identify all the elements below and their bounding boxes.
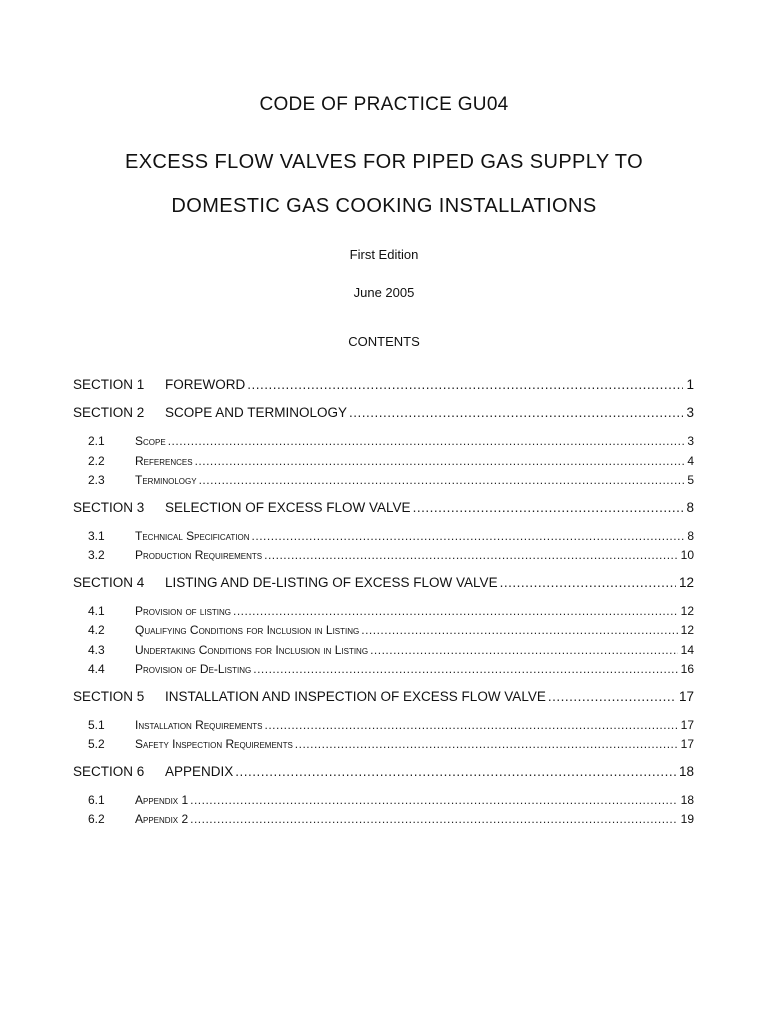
toc-subsection-row[interactable] — [73, 718, 694, 738]
toc-subsection-title: Qualifying Conditions for Inclusion in Listing — [135, 623, 360, 637]
toc-dot-leader — [349, 405, 683, 420]
toc-section-row[interactable] — [73, 377, 694, 398]
toc-page-number: 18 — [678, 763, 694, 779]
toc-dot-leader — [413, 500, 684, 515]
toc-subsection-title: Safety Inspection Requirements — [135, 737, 293, 751]
toc-section-title: SCOPE AND TERMINOLOGY — [165, 405, 348, 420]
toc-subsection-row[interactable] — [73, 434, 694, 454]
toc-section-title: LISTING AND DE-LISTING OF EXCESS FLOW VALVE — [165, 574, 498, 590]
toc-section-number: SECTION 1 — [73, 377, 145, 392]
toc-subsection-row[interactable] — [73, 454, 694, 474]
toc-section-title: INSTALLATION AND INSPECTION OF EXCESS FLOW VALVE — [165, 688, 546, 704]
toc-section-title: SELECTION OF EXCESS FLOW VALVE — [165, 499, 411, 515]
toc-dot-leader — [195, 454, 685, 468]
document-title-line-2: DOMESTIC GAS COOKING INSTALLATIONS — [171, 195, 597, 217]
toc-page-number: 12 — [678, 574, 694, 590]
edition-label: First Edition — [349, 247, 419, 262]
toc-subsection-row[interactable] — [73, 604, 694, 624]
toc-section-number: SECTION 3 — [73, 499, 145, 515]
toc-page-number: 16 — [680, 662, 694, 676]
toc-section-number: SECTION 2 — [73, 405, 145, 420]
toc-dot-leader — [190, 793, 678, 807]
toc-dot-leader — [233, 604, 678, 618]
toc-page-number: 1 — [686, 377, 694, 392]
toc-subsection-row[interactable] — [73, 812, 694, 832]
toc-subsection-number: 4.3 — [88, 642, 105, 657]
toc-subsection-row[interactable] — [73, 737, 694, 757]
toc-subsection-title: Scope — [135, 434, 166, 448]
toc-page-number: 17 — [680, 717, 694, 732]
toc-section-title: FOREWORD — [165, 377, 246, 392]
toc-subsection-title: References — [135, 453, 193, 468]
toc-subsection-row[interactable] — [73, 662, 694, 682]
toc-subsection-number: 3.2 — [88, 548, 105, 562]
toc-subsection-title: Provision of De-Listing — [135, 662, 252, 676]
toc-section-number: SECTION 6 — [73, 763, 145, 779]
toc-subsection-number: 6.2 — [88, 812, 105, 826]
contents-heading: CONTENTS — [348, 334, 420, 349]
toc-section-row[interactable] — [73, 405, 694, 426]
toc-page-number: 12 — [680, 623, 694, 637]
toc-subsection-title: Appendix 2 — [135, 812, 189, 826]
toc-subsection-title: Terminology — [135, 473, 197, 487]
toc-dot-leader — [548, 689, 676, 704]
toc-dot-leader — [361, 623, 677, 637]
toc-subsection-title: Provision of listing — [135, 603, 232, 618]
toc-dot-leader — [199, 473, 685, 487]
toc-subsection-row[interactable] — [73, 529, 694, 549]
toc-dot-leader — [235, 764, 676, 779]
toc-subsection-number: 4.1 — [88, 603, 105, 618]
toc-dot-leader — [265, 718, 678, 732]
toc-section-number: SECTION 5 — [73, 688, 145, 704]
toc-subsection-title: Installation Requirements — [135, 717, 263, 732]
toc-page-number: 17 — [678, 688, 694, 704]
toc-subsection-number: 4.4 — [88, 662, 105, 676]
toc-section-number: SECTION 4 — [73, 574, 145, 590]
toc-section-row[interactable] — [73, 689, 694, 710]
toc-subsection-title: Technical Specification — [135, 528, 250, 543]
toc-page-number: 12 — [680, 603, 694, 618]
toc-section-title: APPENDIX — [165, 763, 234, 779]
toc-page-number: 3 — [687, 434, 694, 448]
toc-dot-leader — [500, 575, 676, 590]
toc-subsection-number: 3.1 — [88, 528, 105, 543]
toc-subsection-number: 2.2 — [88, 453, 105, 468]
publication-date: June 2005 — [353, 285, 415, 300]
toc-page-number: 8 — [686, 499, 694, 515]
toc-page-number: 4 — [687, 453, 694, 468]
toc-page-number: 8 — [687, 528, 694, 543]
toc-subsection-row[interactable] — [73, 793, 694, 813]
toc-subsection-number: 2.1 — [88, 434, 105, 448]
toc-subsection-number: 2.3 — [88, 473, 105, 487]
toc-page-number: 19 — [680, 812, 694, 826]
toc-dot-leader — [252, 529, 685, 543]
toc-dot-leader — [253, 662, 677, 676]
toc-subsection-title: Undertaking Conditions for Inclusion in Listing — [135, 642, 369, 657]
toc-subsection-row[interactable] — [73, 623, 694, 643]
toc-subsection-title: Production Requirements — [135, 548, 263, 562]
toc-dot-leader — [168, 434, 685, 448]
toc-page-number: 18 — [680, 792, 694, 807]
toc-subsection-number: 6.1 — [88, 792, 105, 807]
table-of-contents — [73, 377, 694, 832]
toc-subsection-row[interactable] — [73, 548, 694, 568]
toc-page-number: 5 — [687, 473, 694, 487]
toc-subsection-title: Appendix 1 — [135, 792, 189, 807]
toc-dot-leader — [264, 548, 678, 562]
document-code: CODE OF PRACTICE GU04 — [259, 94, 509, 115]
toc-subsection-row[interactable] — [73, 473, 694, 493]
toc-subsection-row[interactable] — [73, 643, 694, 663]
toc-subsection-number: 5.2 — [88, 737, 105, 751]
toc-page-number: 3 — [686, 405, 694, 420]
toc-dot-leader — [190, 812, 678, 826]
toc-page-number: 14 — [680, 642, 694, 657]
toc-dot-leader — [247, 377, 683, 392]
toc-subsection-number: 4.2 — [88, 623, 105, 637]
document-title-line-1: EXCESS FLOW VALVES FOR PIPED GAS SUPPLY TO — [124, 151, 644, 173]
toc-subsection-number: 5.1 — [88, 717, 105, 732]
toc-section-row[interactable] — [73, 500, 694, 521]
toc-page-number: 10 — [680, 548, 694, 562]
toc-section-row[interactable] — [73, 575, 694, 596]
toc-page-number: 17 — [680, 737, 694, 751]
toc-section-row[interactable] — [73, 764, 694, 785]
toc-dot-leader — [370, 643, 678, 657]
toc-dot-leader — [295, 737, 678, 751]
